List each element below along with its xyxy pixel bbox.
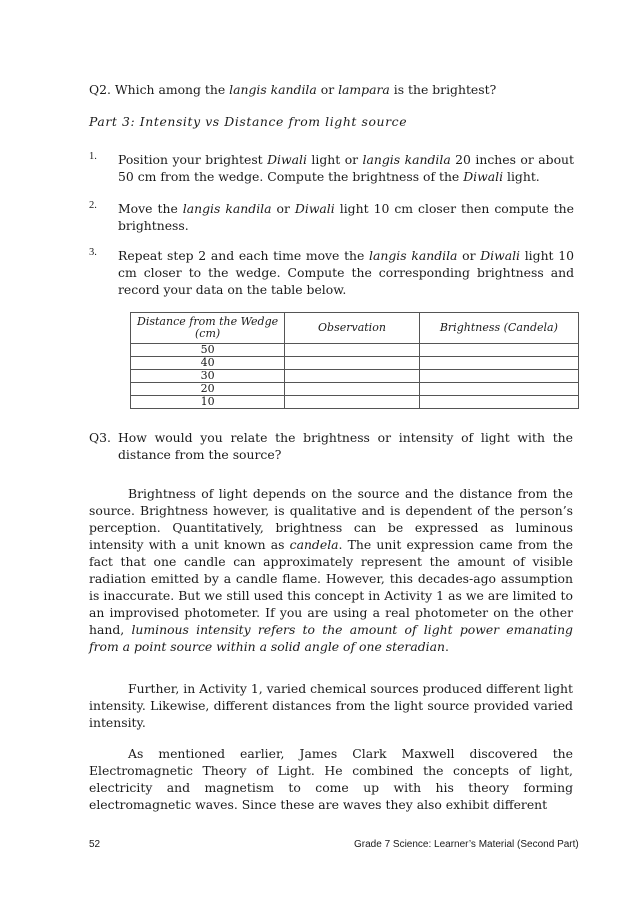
footer-title: Grade 7 Science: Learner’s Material (Second Part) [354,839,579,850]
question-text: How would you relate the brightness or intensity of light with the distance from the source? [118,430,573,462]
step-number: 1. [89,151,97,162]
page-number: 52 [89,839,101,850]
step-number: 2. [89,200,97,211]
question-label: Q3. [89,430,111,445]
step-number: 3. [89,247,97,258]
step-text: Repeat step 2 and each time move the langis kandila or Diwali light 10 cm closer to the wedge. Compute the corresponding brightness and record your data on the table below. [118,248,574,297]
observation-cell [285,370,420,383]
distance-cell: 50 [131,344,285,357]
table-row [131,344,579,357]
table-row [131,370,579,383]
distance-cell: 30 [131,370,285,383]
brightness-cell [419,383,578,396]
brightness-cell [419,396,578,409]
table-row [131,396,579,409]
observation-cell [285,344,420,357]
paragraph-brightness: Brightness of light depends on the source and the distance from the source. Brightness however, is qualitative and is dependent of the person’s perception. Quantitatively, brightness can be expressed as luminous intensity with a unit known as candela. The unit expression came from the fact that one candle can approximately represent the amount of visible radiation emitted by a candle flame. However, this decades-ago assumption is inaccurate. But we still used this concept in Activity 1 as we are limited to an improvised photometer. If you are using a real photometer on the other hand, luminous intensity refers to the amount of light power emanating from a point source within a solid angle of one steradian. [89,486,573,654]
table-row [131,383,579,396]
distance-cell: 40 [131,357,285,370]
step-text: Position your brightest Diwali light or langis kandila 20 inches or about 50 cm from the wedge. Compute the brightness of the Diwali light. [118,152,574,184]
data-table [130,312,579,409]
paragraph-chemical-sources: Further, in Activity 1, varied chemical sources produced different light intensity. Likewise, different distances from the light source provided varied intensity. [89,681,573,730]
step-text: Move the langis kandila or Diwali light 10 cm closer then compute the brightness. [118,201,574,233]
observation-cell [285,357,420,370]
header-observation: Observation [285,313,420,344]
paragraph-maxwell: As mentioned earlier, James Clark Maxwell discovered the Electromagnetic Theory of Light. He combined the concepts of light, electricity and magnetism to come up with his theory forming electromagnetic waves. Since these are waves they also exhibit different [89,746,573,812]
question-2: Q2. Which among the langis kandila or lampara is the brightest? [89,82,497,97]
part-3-heading: Part 3: Intensity vs Distance from light source [89,114,408,129]
observation-cell [285,383,420,396]
header-distance: Distance from the Wedge (cm) [131,313,285,344]
table-header-row [131,313,579,344]
header-brightness: Brightness (Candela) [419,313,578,344]
distance-cell: 20 [131,383,285,396]
table-row [131,357,579,370]
distance-cell: 10 [131,396,285,409]
brightness-cell [419,370,578,383]
brightness-cell [419,357,578,370]
observation-cell [285,396,420,409]
brightness-cell [419,344,578,357]
